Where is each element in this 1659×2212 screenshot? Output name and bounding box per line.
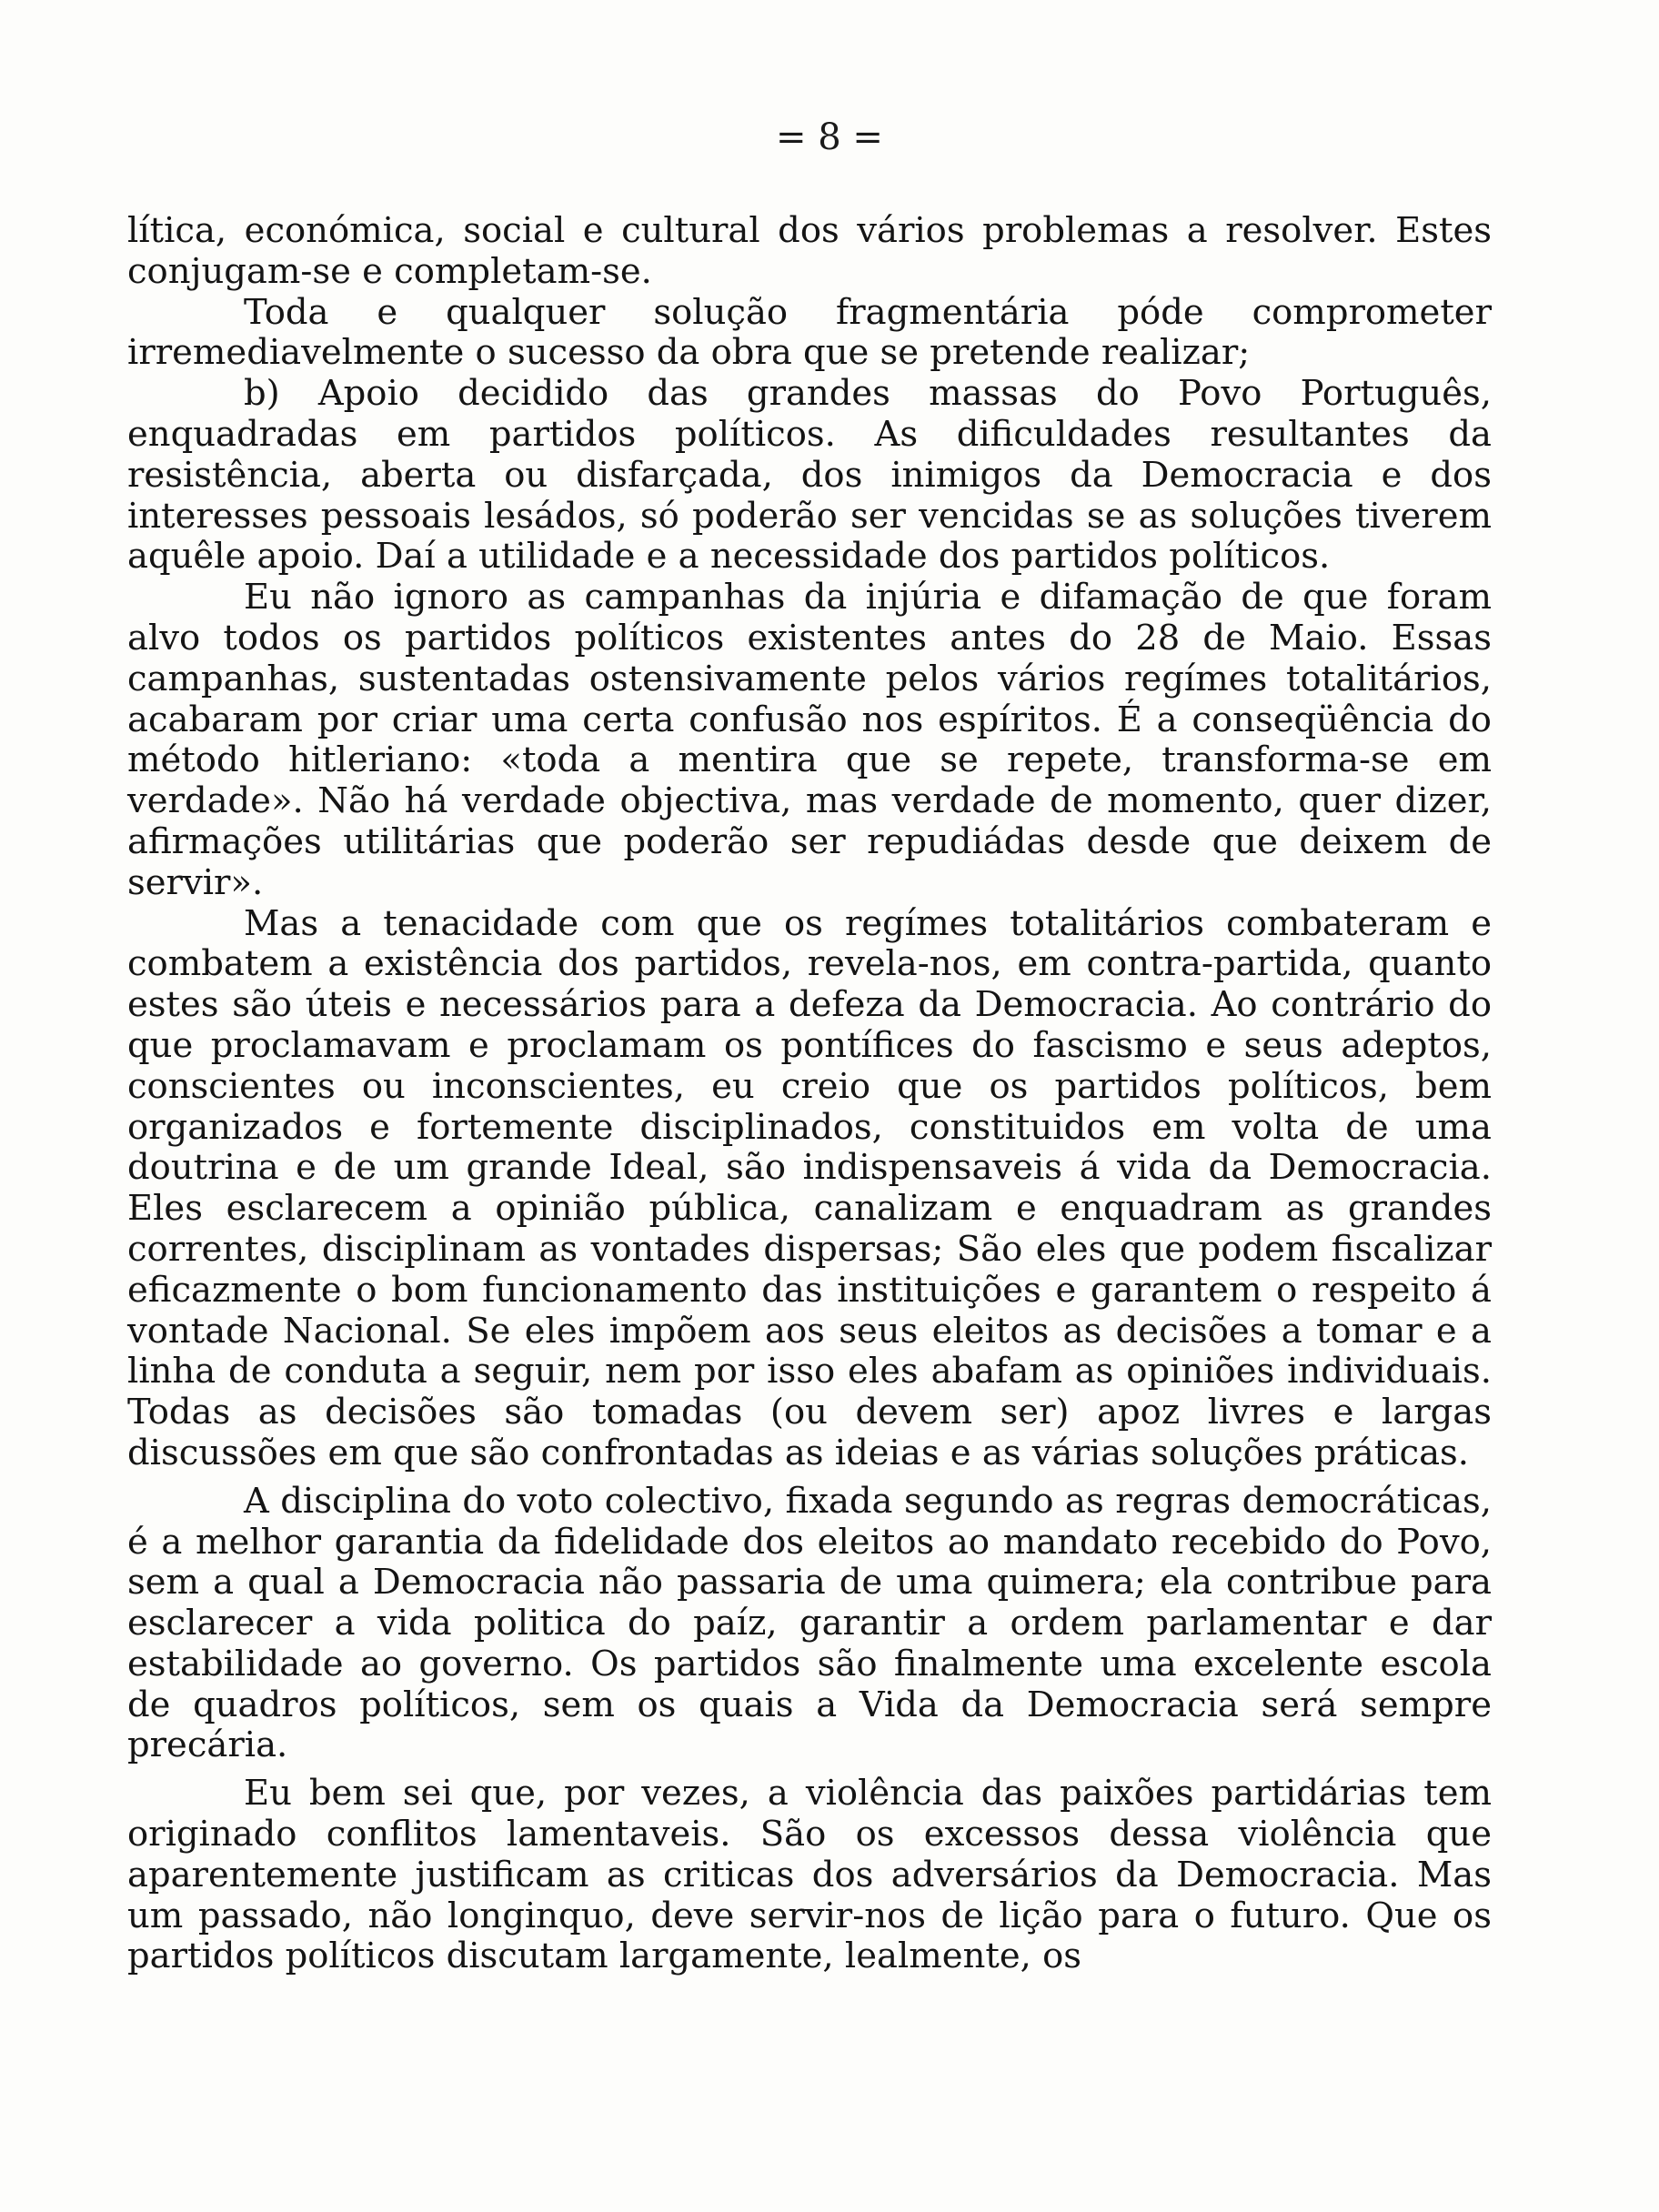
paragraph-5: Mas a tenacidade com que os regímes totalitários combateram e combatem a existência dos partidos, revela-nos, em contra-partida, quanto estes são úteis e necessários para a defeza da Democracia. Ao contrário do que proclamavam e proclamam os pontífices do fascismo e seus adeptos, conscientes ou inconscientes, eu creio que os partidos políticos, bem organizados e fortemente disciplinados, constituidos em volta de uma doutrina e de um grande Ideal, são indispensaveis á vida da Democracia. Eles esclarecem a opinião pública, canalizam e enquadram as grandes correntes, disciplinam as vontades dispersas; São eles que podem fiscalizar eficazmente o bom funcionamento das instituições e garantem o respeito á vontade Nacional. Se eles impõem aos seus eleitos as decisões a tomar e a linha de conduta a seguir, nem por isso eles abafam as opiniões individuais. Todas as decisões são tomadas (ou devem ser) apoz livres e largas discussões em que são confrontadas as ideias e as várias soluções práticas.: [127, 902, 1492, 1473]
body-text: [127, 211, 1492, 1977]
paragraph-6: A disciplina do voto colectivo, fixada segundo as regras democráticas, é a melhor garantia da fidelidade dos eleitos ao mandato recebido do Povo, sem a qual a Democracia não passaria de uma quimera; ela contribue para esclarecer a vida politica do paíz, garantir a ordem parlamentar e dar estabilidade ao governo. Os partidos são finalmente uma excelente escola de quadros políticos, sem os quais a Vida da Democracia será sempre precária.: [127, 1480, 1492, 1766]
paragraph-1: lítica, económica, social e cultural dos vários problemas a resolver. Estes conjugam-se e completam-se.: [127, 210, 1492, 292]
paragraph-7: Eu bem sei que, por vezes, a violência das paixões partidárias tem originado conflitos lamentaveis. São os excessos dessa violência que aparentemente justificam as criticas dos adversários da Democracia. Mas um passado, não longinquo, deve servir-nos de lição para o futuro. Que os partidos políticos discutam largamente, lealmente, os: [127, 1773, 1492, 1977]
paragraph-4: Eu não ignoro as campanhas da injúria e difamação de que foram alvo todos os partidos políticos existentes antes do 28 de Maio. Essas campanhas, sustentadas ostensivamente pelos vários regímes totalitários, acabaram por criar uma certa confusão nos espíritos. É a conseqüência do método hitleriano: «toda a mentira que se repete, transforma-se em verdade». Não há verdade objectiva, mas verdade de momento, quer dizer, afirmações utilitárias que poderão ser repudiádas desde que deixem de servir».: [127, 577, 1492, 903]
paragraph-3: b) Apoio decidido das grandes massas do Povo Português, enquadradas em partidos políticos. As dificuldades resultantes da resistência, aberta ou disfarçada, dos inimigos da Democracia e dos interesses pessoais lesádos, só poderão ser vencidas se as soluções tiverem aquêle apoio. Daí a utilidade e a necessidade dos partidos políticos.: [127, 373, 1492, 578]
paragraph-2: Toda e qualquer solução fragmentária póde comprometer irremediavelmente o sucesso da obra que se pretende realizar;: [127, 291, 1492, 374]
page-number: = 8 =: [776, 116, 883, 158]
